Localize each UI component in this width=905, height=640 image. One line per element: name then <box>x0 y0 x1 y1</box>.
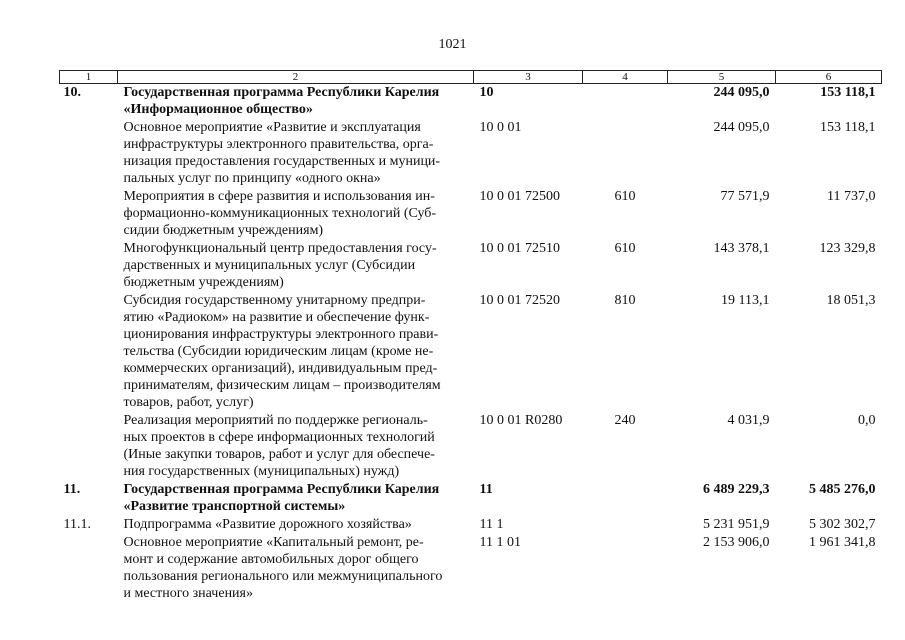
expense-type-code <box>583 119 668 188</box>
table-row <box>60 119 882 188</box>
amount-year-2: 123 329,8 <box>819 241 876 256</box>
budget-table <box>59 70 882 603</box>
item-name: Реализация мероприятий по поддержке региональ- ных проектов в сфере информационных технологий (Иные закупки товаров, работ и услуг для обеспече- ния государственных (муниципальных) нужд) <box>123 413 435 479</box>
classification-code: 10 0 01 72520 <box>479 293 560 308</box>
classification-code: 10 0 01 72510 <box>479 241 560 256</box>
table-row <box>60 534 882 603</box>
row-number: 11. <box>63 482 81 497</box>
item-name: Основное мероприятие «Развитие и эксплуатация инфраструктуры электронного правительства, орга- низация предоставления государственных и муници- пальных услуг по принципу «одного окна» <box>123 120 441 186</box>
column-header: 1 <box>60 71 118 84</box>
expense-type-code: 810 <box>614 293 636 308</box>
amount-year-2: 153 118,1 <box>820 120 876 135</box>
row-number <box>60 119 118 188</box>
row-number <box>60 240 118 292</box>
classification-code: 10 0 01 <box>479 120 522 135</box>
item-name: Государственная программа Республики Карелия «Развитие транспортной системы» <box>123 482 440 514</box>
classification-code: 10 <box>479 85 494 100</box>
column-header: 3 <box>474 71 583 84</box>
classification-code: 11 <box>479 482 493 497</box>
amount-year-2: 18 051,3 <box>826 293 876 308</box>
table-row <box>60 412 882 481</box>
amount-year-1: 244 095,0 <box>713 120 770 135</box>
expense-type-code <box>583 516 668 534</box>
amount-year-2: 1 961 341,8 <box>809 535 876 550</box>
row-number: 11.1. <box>63 517 91 532</box>
amount-year-2: 5 485 276,0 <box>809 482 876 497</box>
item-name: Основное мероприятие «Капитальный ремонт, ре- монт и содержание автомобильных дорог общего пользования регионального или межмуниципального и местного значения» <box>123 535 443 601</box>
expense-type-code <box>583 84 668 120</box>
classification-code: 10 0 01 R0280 <box>479 413 563 428</box>
row-number <box>60 534 118 603</box>
table-row <box>60 84 882 120</box>
column-header: 4 <box>583 71 668 84</box>
expense-type-code: 610 <box>614 241 636 256</box>
item-name: Государственная программа Республики Карелия «Информационное общество» <box>123 85 440 117</box>
amount-year-2: 11 737,0 <box>827 189 876 204</box>
amount-year-1: 244 095,0 <box>713 85 770 100</box>
classification-code: 11 1 <box>479 517 504 532</box>
row-number <box>60 292 118 412</box>
table-row <box>60 481 882 516</box>
row-number: 10. <box>63 85 81 100</box>
amount-year-1: 5 231 951,9 <box>703 517 770 532</box>
amount-year-1: 77 571,9 <box>720 189 770 204</box>
column-number-header-row <box>60 71 882 84</box>
classification-code: 11 1 01 <box>479 535 521 550</box>
amount-year-2: 0,0 <box>858 413 876 428</box>
expense-type-code <box>583 481 668 516</box>
column-header: 2 <box>118 71 474 84</box>
table-row <box>60 292 882 412</box>
table-row <box>60 516 882 534</box>
amount-year-2: 153 118,1 <box>820 85 876 100</box>
expense-type-code: 240 <box>614 413 636 428</box>
page-number: 1021 <box>438 37 467 52</box>
item-name: Подпрограмма «Развитие дорожного хозяйства» <box>123 517 412 532</box>
column-header: 6 <box>776 71 882 84</box>
expense-type-code <box>583 534 668 603</box>
row-number <box>60 412 118 481</box>
classification-code: 10 0 01 72500 <box>479 189 560 204</box>
amount-year-1: 19 113,1 <box>721 293 770 308</box>
amount-year-2: 5 302 302,7 <box>809 517 876 532</box>
amount-year-1: 2 153 906,0 <box>703 535 770 550</box>
item-name: Многофункциональный центр предоставления госу- дарственных и муниципальных услуг (Субсидии бюджетным учреждениям) <box>123 241 437 290</box>
amount-year-1: 4 031,9 <box>727 413 770 428</box>
item-name: Субсидия государственному унитарному предпри- ятию «Радиоком» на развитие и обеспечение функ- ционирования инфраструктуры электронного прави- тельства (Субсидии юридическим лицам (кроме не- коммерческих организаций), индивидуальным пред- принимателям, физическим лицам – производителям товаров, работ, услуг) <box>123 293 441 410</box>
table-row <box>60 188 882 240</box>
table-row <box>60 240 882 292</box>
item-name: Мероприятия в сфере развития и использования ин- формационно-коммуникационных технологий (Суб- сидии бюджетным учреждениям) <box>123 189 437 238</box>
amount-year-1: 6 489 229,3 <box>703 482 770 497</box>
row-number <box>60 188 118 240</box>
amount-year-1: 143 378,1 <box>713 241 770 256</box>
column-header: 5 <box>668 71 776 84</box>
expense-type-code: 610 <box>614 189 636 204</box>
